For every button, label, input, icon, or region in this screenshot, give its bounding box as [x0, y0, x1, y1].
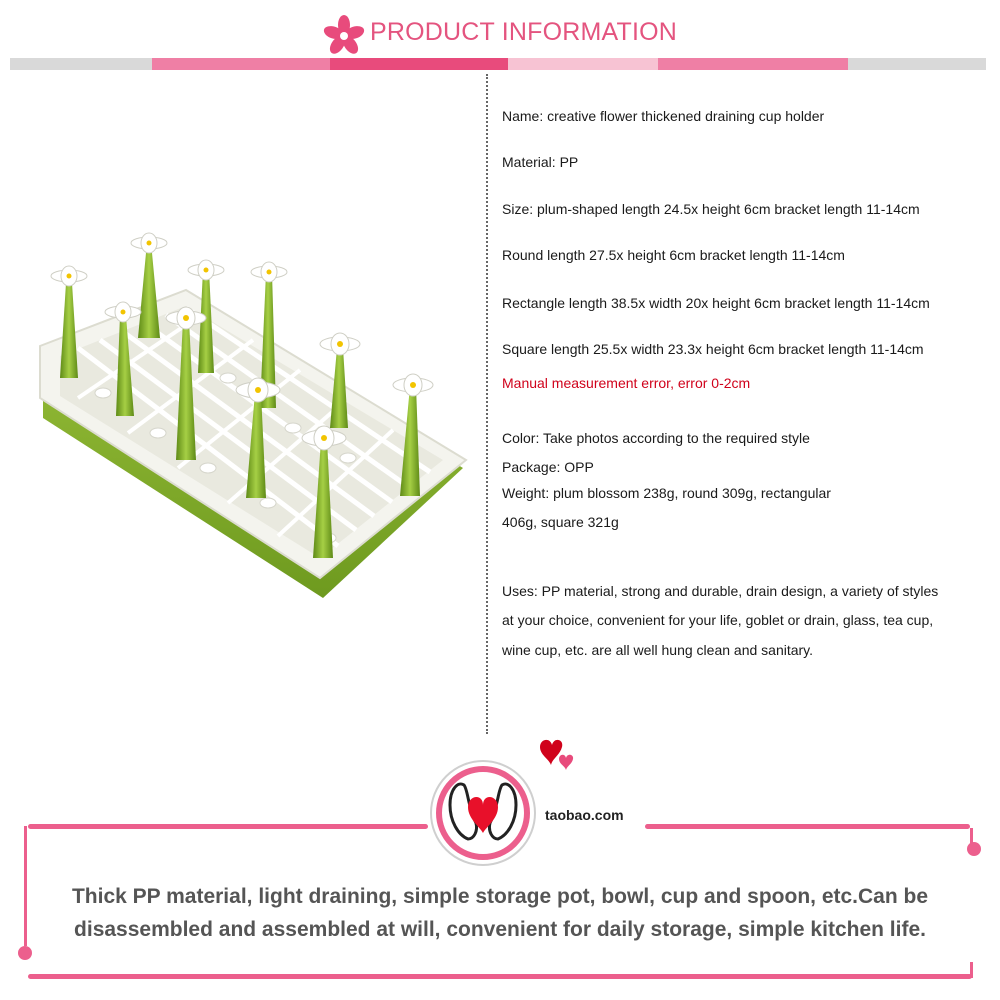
info-name: Name: creative flower thickened draining cup holder	[502, 108, 825, 124]
info-uses-cont: at your choice, convenient for your life, goblet or drain, glass, tea cup,	[502, 612, 934, 628]
info-error-note: Manual measurement error, error 0-2cm	[502, 375, 751, 391]
info-package: Package: OPP	[502, 459, 594, 475]
color-bar-segment	[848, 58, 986, 70]
flower-cup-drying-rack-image	[38, 228, 468, 608]
info-weight: Weight: plum blossom 238g, round 309g, rectangular	[502, 485, 831, 501]
frame-left	[24, 826, 27, 946]
frame-top-right	[645, 824, 970, 829]
color-bar-segment	[10, 58, 152, 70]
pink-flower-icon	[322, 14, 366, 58]
logo-text: taobao.com	[545, 807, 624, 823]
bottom-line-2: disassembled and assembled at will, convenient for daily storage, simple kitchen life.	[74, 918, 926, 941]
info-uses: Uses: PP material, strong and durable, drain design, a variety of styles	[502, 583, 939, 599]
frame-bottom	[28, 974, 972, 979]
frame-dot	[967, 842, 981, 856]
info-weight-cont: 406g, square 321g	[502, 514, 619, 530]
page-title: PRODUCT INFORMATION	[370, 18, 678, 46]
info-material: Material: PP	[502, 154, 579, 170]
info-square: Square length 25.5x width 23.3x height 6cm bracket length 11-14cm	[502, 341, 924, 357]
frame-top-left	[28, 824, 428, 829]
info-size: Size: plum-shaped length 24.5x height 6cm bracket length 11-14cm	[502, 201, 920, 217]
dotted-divider	[486, 74, 488, 734]
bottom-description	[60, 880, 940, 946]
info-rectangle: Rectangle length 38.5x width 20x height 6cm bracket length 11-14cm	[502, 295, 930, 311]
color-bar-segment	[658, 58, 848, 70]
color-bar-segment	[152, 58, 330, 70]
frame-dot	[18, 946, 32, 960]
info-color: Color: Take photos according to the required style	[502, 430, 810, 446]
hands-holding-heart-icon	[428, 735, 648, 870]
header	[0, 10, 1000, 50]
info-round: Round length 27.5x height 6cm bracket length 11-14cm	[502, 247, 845, 263]
bottom-line-1: Thick PP material, light draining, simple storage pot, bowl, cup and spoon, etc.Can be	[71, 885, 929, 908]
info-uses-end: wine cup, etc. are all well hung clean and sanitary.	[502, 642, 814, 658]
color-bar-segment	[330, 58, 508, 70]
color-bar-segment	[508, 58, 658, 70]
